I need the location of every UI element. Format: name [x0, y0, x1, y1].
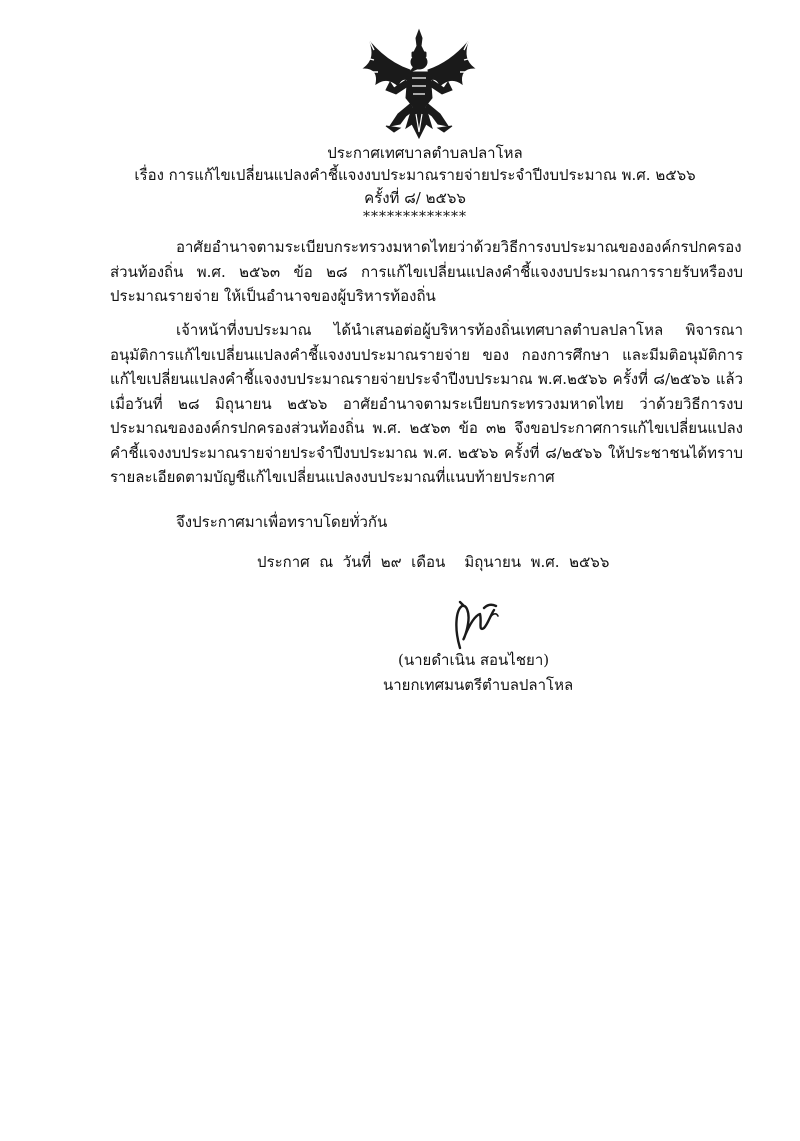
paragraph-approval-text: เจ้าหน้าที่งบประมาณ ได้นำเสนอต่อผู้บริหารท้องถิ่นเทศบาลตำบลปลาโหล พิจารณาอนุมัติการแก้ไขเปลี่ยนแปลงคำชี้แจงงบประมาณรายจ่าย ของ กองการศึกษา และมีมติอนุมัติการแก้ไขเปลี่ยนแปลงคำชี้แจงงบประมาณรายจ่ายประจำปีงบประมาณ พ.ศ.๒๕๖๖ ครั้งที่ ๘/๒๕๖๖ แล้ว เมื่อวันที่ ๒๘ มิถุนายน ๒๕๖๖ อาศัยอำนาจตามระเบียบกระทรวงมหาดไทย ว่าด้วยวิธีการงบประมาณขององค์กรปกครองส่วนท้องถิ่น พ.ศ. ๒๕๖๓ ข้อ ๓๒ จึงขอประกาศการแก้ไขเปลี่ยนแปลงคำชี้แจงงบประมาณรายจ่ายประจำปีงบประมาณ พ.ศ. ๒๕๖๖ ครั้งที่ ๘/๒๕๖๖ ให้ประชาชนได้ทราบ รายละเอียดตามบัญชีแก้ไขเปลี่ยนแปลงงบประมาณที่แนบท้ายประกาศ: [110, 321, 743, 486]
paragraph-approval: [110, 318, 743, 490]
garuda-emblem-icon: [360, 28, 478, 140]
paragraph-authority: [110, 235, 743, 309]
closing-statement: จึงประกาศมาเพื่อทราบโดยทั่วกัน: [176, 513, 388, 531]
announcement-date: ประกาศ ณ วันที่ ๒๙ เดือน มิถุนายน พ.ศ. ๒๕๖๖: [257, 553, 610, 571]
issuer-heading: ประกาศเทศบาลตำบลปลาโหล: [327, 144, 523, 162]
subject-heading: เรื่อง การแก้ไขเปลี่ยนแปลงคำชี้แจงงบประมาณรายจ่ายประจำปีงบประมาณ พ.ศ. ๒๕๖๖: [134, 166, 696, 184]
signature-icon: [440, 598, 520, 652]
issue-number: ครั้งที่ ๘/ ๒๕๖๖: [364, 189, 466, 207]
paragraph-authority-text: อาศัยอำนาจตามระเบียบกระทรวงมหาดไทยว่าด้วยวิธีการงบประมาณขององค์กรปกครองส่วนท้องถิ่น พ.ศ. ๒๕๖๓ ข้อ ๒๘ การแก้ไขเปลี่ยนแปลงคำชี้แจงงบประมาณการรายรับหรืองบประมาณรายจ่าย ให้เป็นอำนาจของผู้บริหารท้องถิ่น: [110, 238, 743, 305]
signer-name: (นายดำเนิน สอนไชยา): [398, 651, 550, 669]
signer-position: นายกเทศมนตรีตำบลปลาโหล: [383, 676, 574, 694]
separator: *************: [363, 209, 467, 225]
